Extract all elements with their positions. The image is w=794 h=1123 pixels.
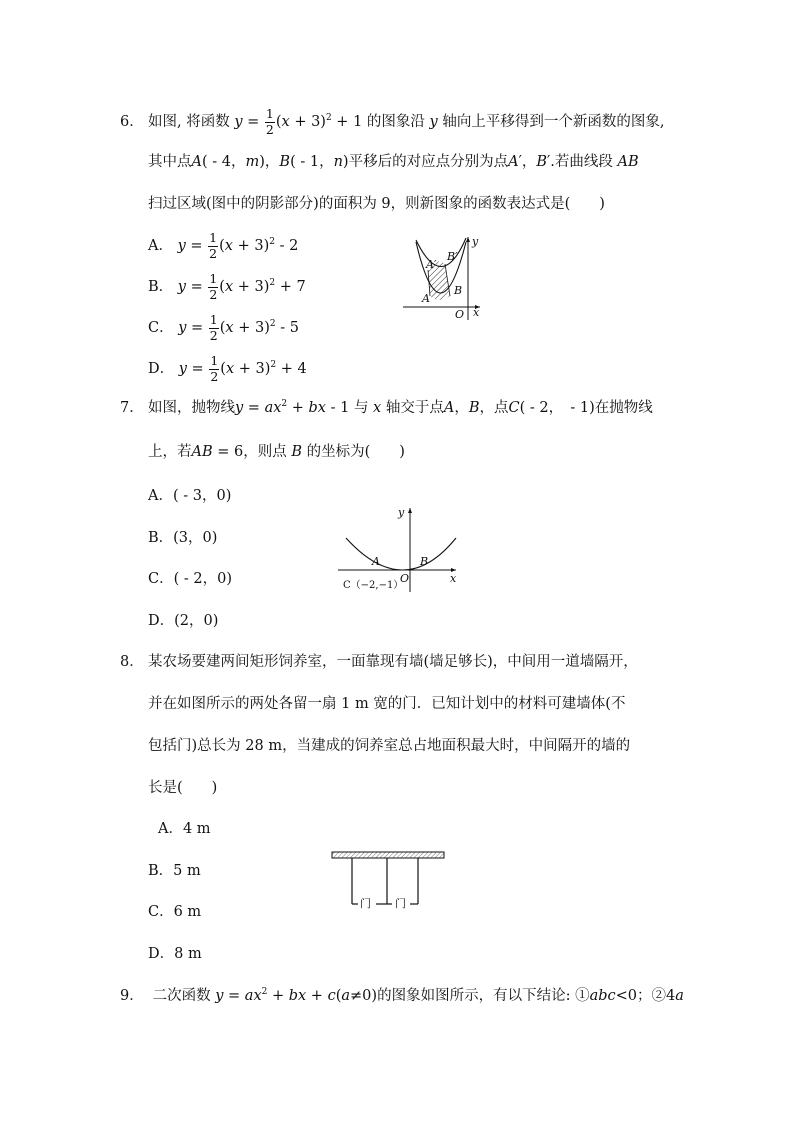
q7-option-b[interactable]: B．(3，0) <box>148 530 218 546</box>
q7-line1: 7． 如图，抛物线$y = ax^2$ + bx - 1 与 x 轴交于点A，B，点C( - 2， - 1)在抛物线 <box>120 396 653 417</box>
q8-line2: 并在如图所示的两处各留一扇 1 m 宽的门．已知计划中的材料可建墙体(不 <box>148 696 626 712</box>
label-origin: O <box>455 308 465 321</box>
q8-option-a[interactable]: A．4 m <box>158 821 211 837</box>
q8-line1: 8． 某农场要建两间矩形饲养室，一面靠现有墙(墙足够长)，中间用一道墙隔开， <box>120 650 638 671</box>
label-a-prime: A′ <box>426 258 437 271</box>
q8-option-c[interactable]: C．6 m <box>148 904 202 920</box>
label-a: A <box>372 555 380 568</box>
q6-line3: 扫过区域(图中的阴影部分)的面积为 9，则新图象的函数表达式是( ) <box>148 196 605 212</box>
label-origin: O <box>400 572 410 585</box>
q8-figure <box>330 848 448 910</box>
q9-line1: 9． 二次函数 $y = ax^2$ + bx + c(a≠0)的图象如图所示，有以下结论: ①abc<0；②4a <box>120 984 684 1005</box>
label-point-c: C（−2,−1） <box>343 580 404 591</box>
q7-option-a[interactable]: A．( - 3，0) <box>148 488 232 504</box>
q8-line4: 长是( ) <box>148 780 218 796</box>
q7-line2: 上，若AB = 6，则点 B 的坐标为( ) <box>148 444 405 460</box>
q6-figure <box>400 232 490 322</box>
q7-option-c[interactable]: C．( - 2，0) <box>148 571 232 587</box>
label-b: B <box>454 284 463 297</box>
q8-option-d[interactable]: D．8 m <box>148 946 202 962</box>
q7-option-d[interactable]: D．(2，0) <box>148 613 219 629</box>
q6-option-c[interactable]: C． y = $\frac{1}{2}$ $(x + 3)^2 - 5$ <box>148 312 299 343</box>
q6-number: 6． <box>120 114 144 130</box>
q8-line3: 包括门)总长为 28 m，当建成的饲养室总占地面积最大时，中间隔开的墙的 <box>148 738 631 754</box>
q9-number: 9． <box>120 988 144 1004</box>
q7-figure <box>338 502 463 594</box>
label-b-prime: B′ <box>447 250 458 263</box>
q6-option-d[interactable]: D． y = $\frac{1}{2}$ $(x + 3)^2 + 4$ <box>148 353 307 384</box>
q6-option-b[interactable]: B． y = $\frac{1}{2}$ $(x + 3)^2 + 7$ <box>148 271 306 302</box>
q6-option-a[interactable]: A． y = $\frac{1}{2}$ $(x + 3)^2 - 2$ <box>148 230 299 261</box>
existing-wall <box>332 852 444 858</box>
label-x: x <box>450 572 457 585</box>
fraction-half: $\frac{1}{2}$ <box>265 106 274 137</box>
label-y: y <box>398 506 405 519</box>
q8-number: 8． <box>120 654 144 670</box>
q8-option-b[interactable]: B．5 m <box>148 863 201 879</box>
q6-line2: 其中点A( - 4，m)，B( - 1，n)平移后的对应点分别为点A′，B′.若曲线段 AB <box>148 154 639 170</box>
q6-line1: 6． 如图, 将函数 y = $\frac{1}{2}$ $(x + 3)^2 + 1$ 的图象沿 y 轴向上平移得到一个新函数的图象, <box>120 106 665 137</box>
label-y: y <box>472 235 479 248</box>
door-label-right: 门 <box>395 897 406 910</box>
parabola <box>346 538 456 570</box>
label-a: A <box>422 292 430 305</box>
door-label-left: 门 <box>360 897 371 910</box>
label-x: x <box>473 306 480 319</box>
q7-number: 7． <box>120 400 144 416</box>
label-b: B <box>420 555 429 568</box>
